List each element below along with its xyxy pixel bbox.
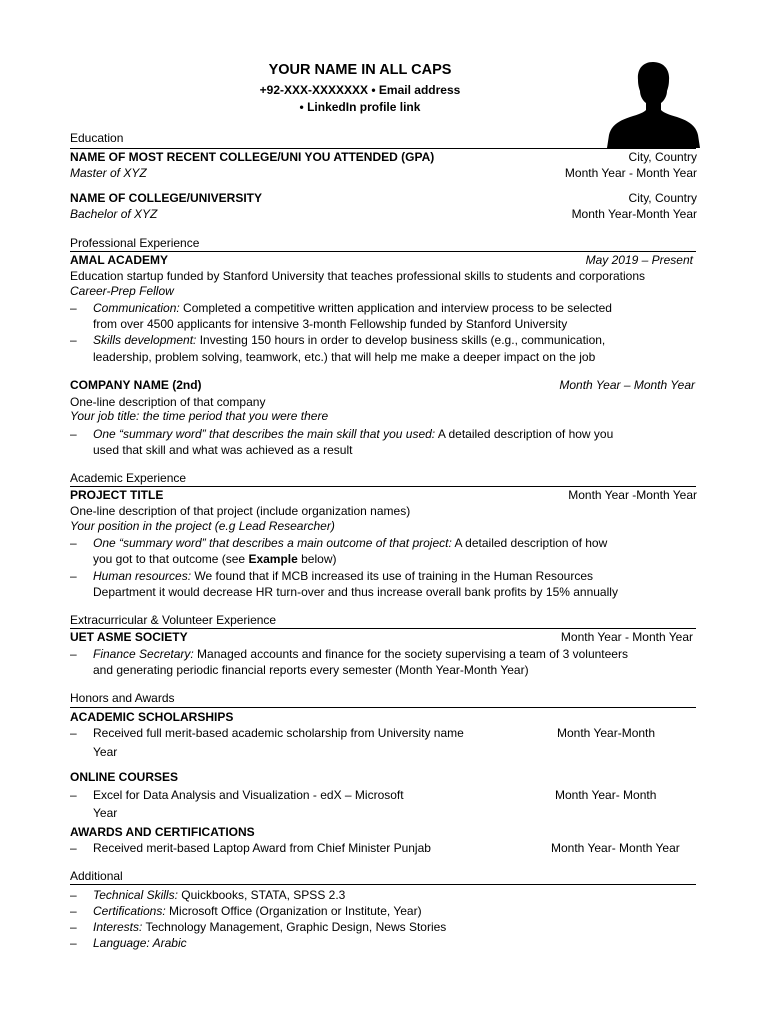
org-dates: Month Year - Month Year <box>560 630 693 644</box>
honors-dates: Month Year- Month <box>555 788 657 802</box>
honors-group-heading: ACADEMIC SCHOLARSHIPS <box>70 710 234 724</box>
honors-group-heading: ONLINE COURSES <box>70 770 179 784</box>
project-position: Your position in the project (e.g Lead Researcher) <box>70 519 335 533</box>
bullet-text: and generating periodic financial reports every semester (Month Year-Month Year) <box>93 663 529 677</box>
bullet-text: Excel for Data Analysis and Visualization - edX – Microsoft <box>93 788 404 802</box>
bullet-text: Received full merit-based academic scholarship from University name <box>93 726 464 740</box>
org-name: UET ASME SOCIETY <box>70 630 188 644</box>
bullet-text: Quickbooks, STATA, SPSS 2.3 <box>177 888 346 902</box>
section-divider <box>70 707 696 708</box>
bullet-label: Skills development: <box>93 333 197 347</box>
bullet-text: Technology Management, Graphic Design, News Stories <box>142 920 447 934</box>
dash-bullet-icon: – <box>70 904 77 918</box>
professional-title: Professional Experience <box>70 236 200 250</box>
honors-dates: Month Year-Month <box>557 726 656 740</box>
school-name: NAME OF MOST RECENT COLLEGE/UNI YOU ATTENDED (GPA) <box>70 150 435 164</box>
bullet-text: A detailed description of how you <box>435 427 614 441</box>
job-dates: Month Year – Month Year <box>559 378 695 392</box>
bullet-text: used that skill and what was achieved as a result <box>93 443 353 457</box>
section-divider <box>70 628 696 629</box>
contact-line-2: • LinkedIn profile link <box>299 100 421 114</box>
job-dates: May 2019 – Present <box>585 253 693 267</box>
honors-dates-wrap: Year <box>93 806 118 820</box>
bullet-text: from over 4500 applicants for intensive 3-month Fellowship funded by Stanford University <box>93 317 568 331</box>
bullet-text: A detailed description of how <box>451 536 608 550</box>
dash-bullet-icon: – <box>70 936 77 950</box>
extracurricular-title: Extracurricular & Volunteer Experience <box>70 613 277 627</box>
dash-bullet-icon: – <box>70 333 77 347</box>
person-silhouette-icon <box>606 60 701 148</box>
company-name: COMPANY NAME (2nd) <box>70 378 202 392</box>
honors-group-heading: AWARDS AND CERTIFICATIONS <box>70 825 255 839</box>
company-description: One-line description of that company <box>70 395 266 409</box>
dash-bullet-icon: – <box>70 920 77 934</box>
org-header <box>70 630 693 644</box>
bullet-text: Investing 150 hours in order to develop business skills (e.g., communication, <box>196 333 606 347</box>
bullet-text: Microsoft Office (Organization or Institute, Year) <box>165 904 422 918</box>
honors-dates: Month Year- Month Year <box>551 841 680 855</box>
bullet-emphasis: Example <box>248 552 298 566</box>
section-divider <box>70 148 696 149</box>
dash-bullet-icon: – <box>70 726 77 740</box>
education-title: Education <box>70 131 124 145</box>
project-description: One-line description of that project (include organization names) <box>70 504 411 518</box>
dash-bullet-icon: – <box>70 536 77 550</box>
education-entry-2 <box>70 191 697 205</box>
company-description: Education startup funded by Stanford University that teaches professional skills to students and corporations <box>70 269 645 283</box>
education-entry-1 <box>70 150 697 164</box>
bullet-text: you got to that outcome (see <box>93 552 249 566</box>
bullet-text: We found that if MCB increased its use of training in the Human Resources <box>191 569 594 583</box>
academic-title: Academic Experience <box>70 471 187 485</box>
degree-name: Master of XYZ <box>70 166 147 180</box>
education-dates: Month Year-Month Year <box>571 207 697 221</box>
contact-line-1: +92-XXX-XXXXXXX • Email address <box>259 83 461 97</box>
bullet-label: Finance Secretary: <box>93 647 194 661</box>
school-location: City, Country <box>628 150 697 164</box>
job-1-header <box>70 253 693 267</box>
bullet-label: One “summary word” that describes a main outcome of that project: <box>93 536 452 550</box>
education-entry-2-detail <box>70 207 697 221</box>
dash-bullet-icon: – <box>70 788 77 802</box>
honors-title: Honors and Awards <box>70 691 175 705</box>
school-location: City, Country <box>628 191 697 205</box>
school-name: NAME OF COLLEGE/UNIVERSITY <box>70 191 263 205</box>
project-header <box>70 488 697 502</box>
bullet-text: leadership, problem solving, teamwork, etc.) that will help me make a deeper impact on the job <box>93 350 596 364</box>
bullet-label: Technical Skills: <box>93 888 178 902</box>
bullet-text: Completed a competitive written application and interview process to be selected <box>179 301 612 315</box>
additional-title: Additional <box>70 869 123 883</box>
dash-bullet-icon: – <box>70 301 77 315</box>
project-title: PROJECT TITLE <box>70 488 164 502</box>
dash-bullet-icon: – <box>70 841 77 855</box>
resume-name: YOUR NAME IN ALL CAPS <box>268 62 452 78</box>
bullet-label: Language: Arabic <box>93 936 187 950</box>
job-title: Your job title: the time period that you were there <box>70 409 329 423</box>
bullet-text: below) <box>297 552 337 566</box>
bullet-text: Received merit-based Laptop Award from Chief Minister Punjab <box>93 841 431 855</box>
section-divider <box>70 884 696 885</box>
bullet-label: Human resources: <box>93 569 192 583</box>
bullet-text: Department it would decrease HR turn-over and thus increase overall bank profits by 15% annually <box>93 585 618 599</box>
project-dates: Month Year -Month Year <box>568 488 697 502</box>
section-divider <box>70 251 696 252</box>
education-entry-1-detail <box>70 166 697 180</box>
job-2-header <box>70 378 695 392</box>
bullet-label: Certifications: <box>93 904 166 918</box>
dash-bullet-icon: – <box>70 569 77 583</box>
education-dates: Month Year - Month Year <box>564 166 697 180</box>
dash-bullet-icon: – <box>70 647 77 661</box>
bullet-label: Communication: <box>93 301 180 315</box>
section-divider <box>70 486 696 487</box>
company-name: AMAL ACADEMY <box>70 253 168 267</box>
bullet-text: Managed accounts and finance for the society supervising a team of 3 volunteers <box>193 647 628 661</box>
degree-name: Bachelor of XYZ <box>70 207 158 221</box>
dash-bullet-icon: – <box>70 888 77 902</box>
job-title: Career-Prep Fellow <box>70 284 174 298</box>
dash-bullet-icon: – <box>70 427 77 441</box>
bullet-label: Interests: <box>93 920 143 934</box>
honors-dates-wrap: Year <box>93 745 118 759</box>
bullet-label: One “summary word” that describes the main skill that you used: <box>93 427 436 441</box>
